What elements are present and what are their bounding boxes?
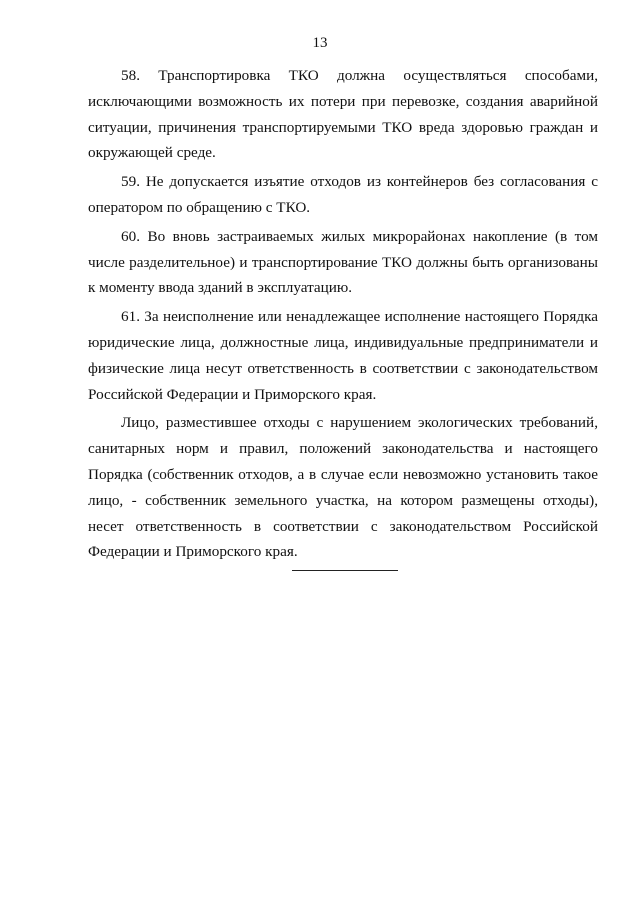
paragraph-61: 61. За неисполнение или ненадлежащее исполнение настоящего Порядка юридические лица, должностные лица, индивидуальные предприниматели и физические лица несут ответственность в соответствии с законодательством Российской Федерации и Приморского края.	[88, 308, 598, 403]
paragraph-60: 60. Во вновь застраиваемых жилых микрорайонах накопление (в том числе разделительное) и транспортирование ТКО должны быть организованы к моменту ввода зданий в эксплуатацию.	[88, 227, 598, 297]
paragraph-liability: Лицо, разместившее отходы с нарушением экологических требований, санитарных норм и правил, положений законодательства и настоящего Порядка (собственник отходов, а в случае если невозможно установить такое лицо, - собственник земельного участка, на котором размещены отходы), несет ответственность в соответствии с законодательством Российской Федерации и Приморского края.	[88, 414, 598, 561]
paragraph-59: 59. Не допускается изъятие отходов из контейнеров без согласования с оператором по обращению с ТКО.	[88, 173, 598, 216]
page-number: 13	[312, 35, 328, 51]
end-divider	[292, 570, 398, 571]
document-body	[88, 63, 598, 568]
paragraph-58: 58. Транспортировка ТКО должна осуществляться способами, исключающими возможность их потери при перевозке, создания аварийной ситуации, причинения транспортируемыми ТКО вреда здоровью граждан и окружающей среде.	[88, 67, 598, 162]
